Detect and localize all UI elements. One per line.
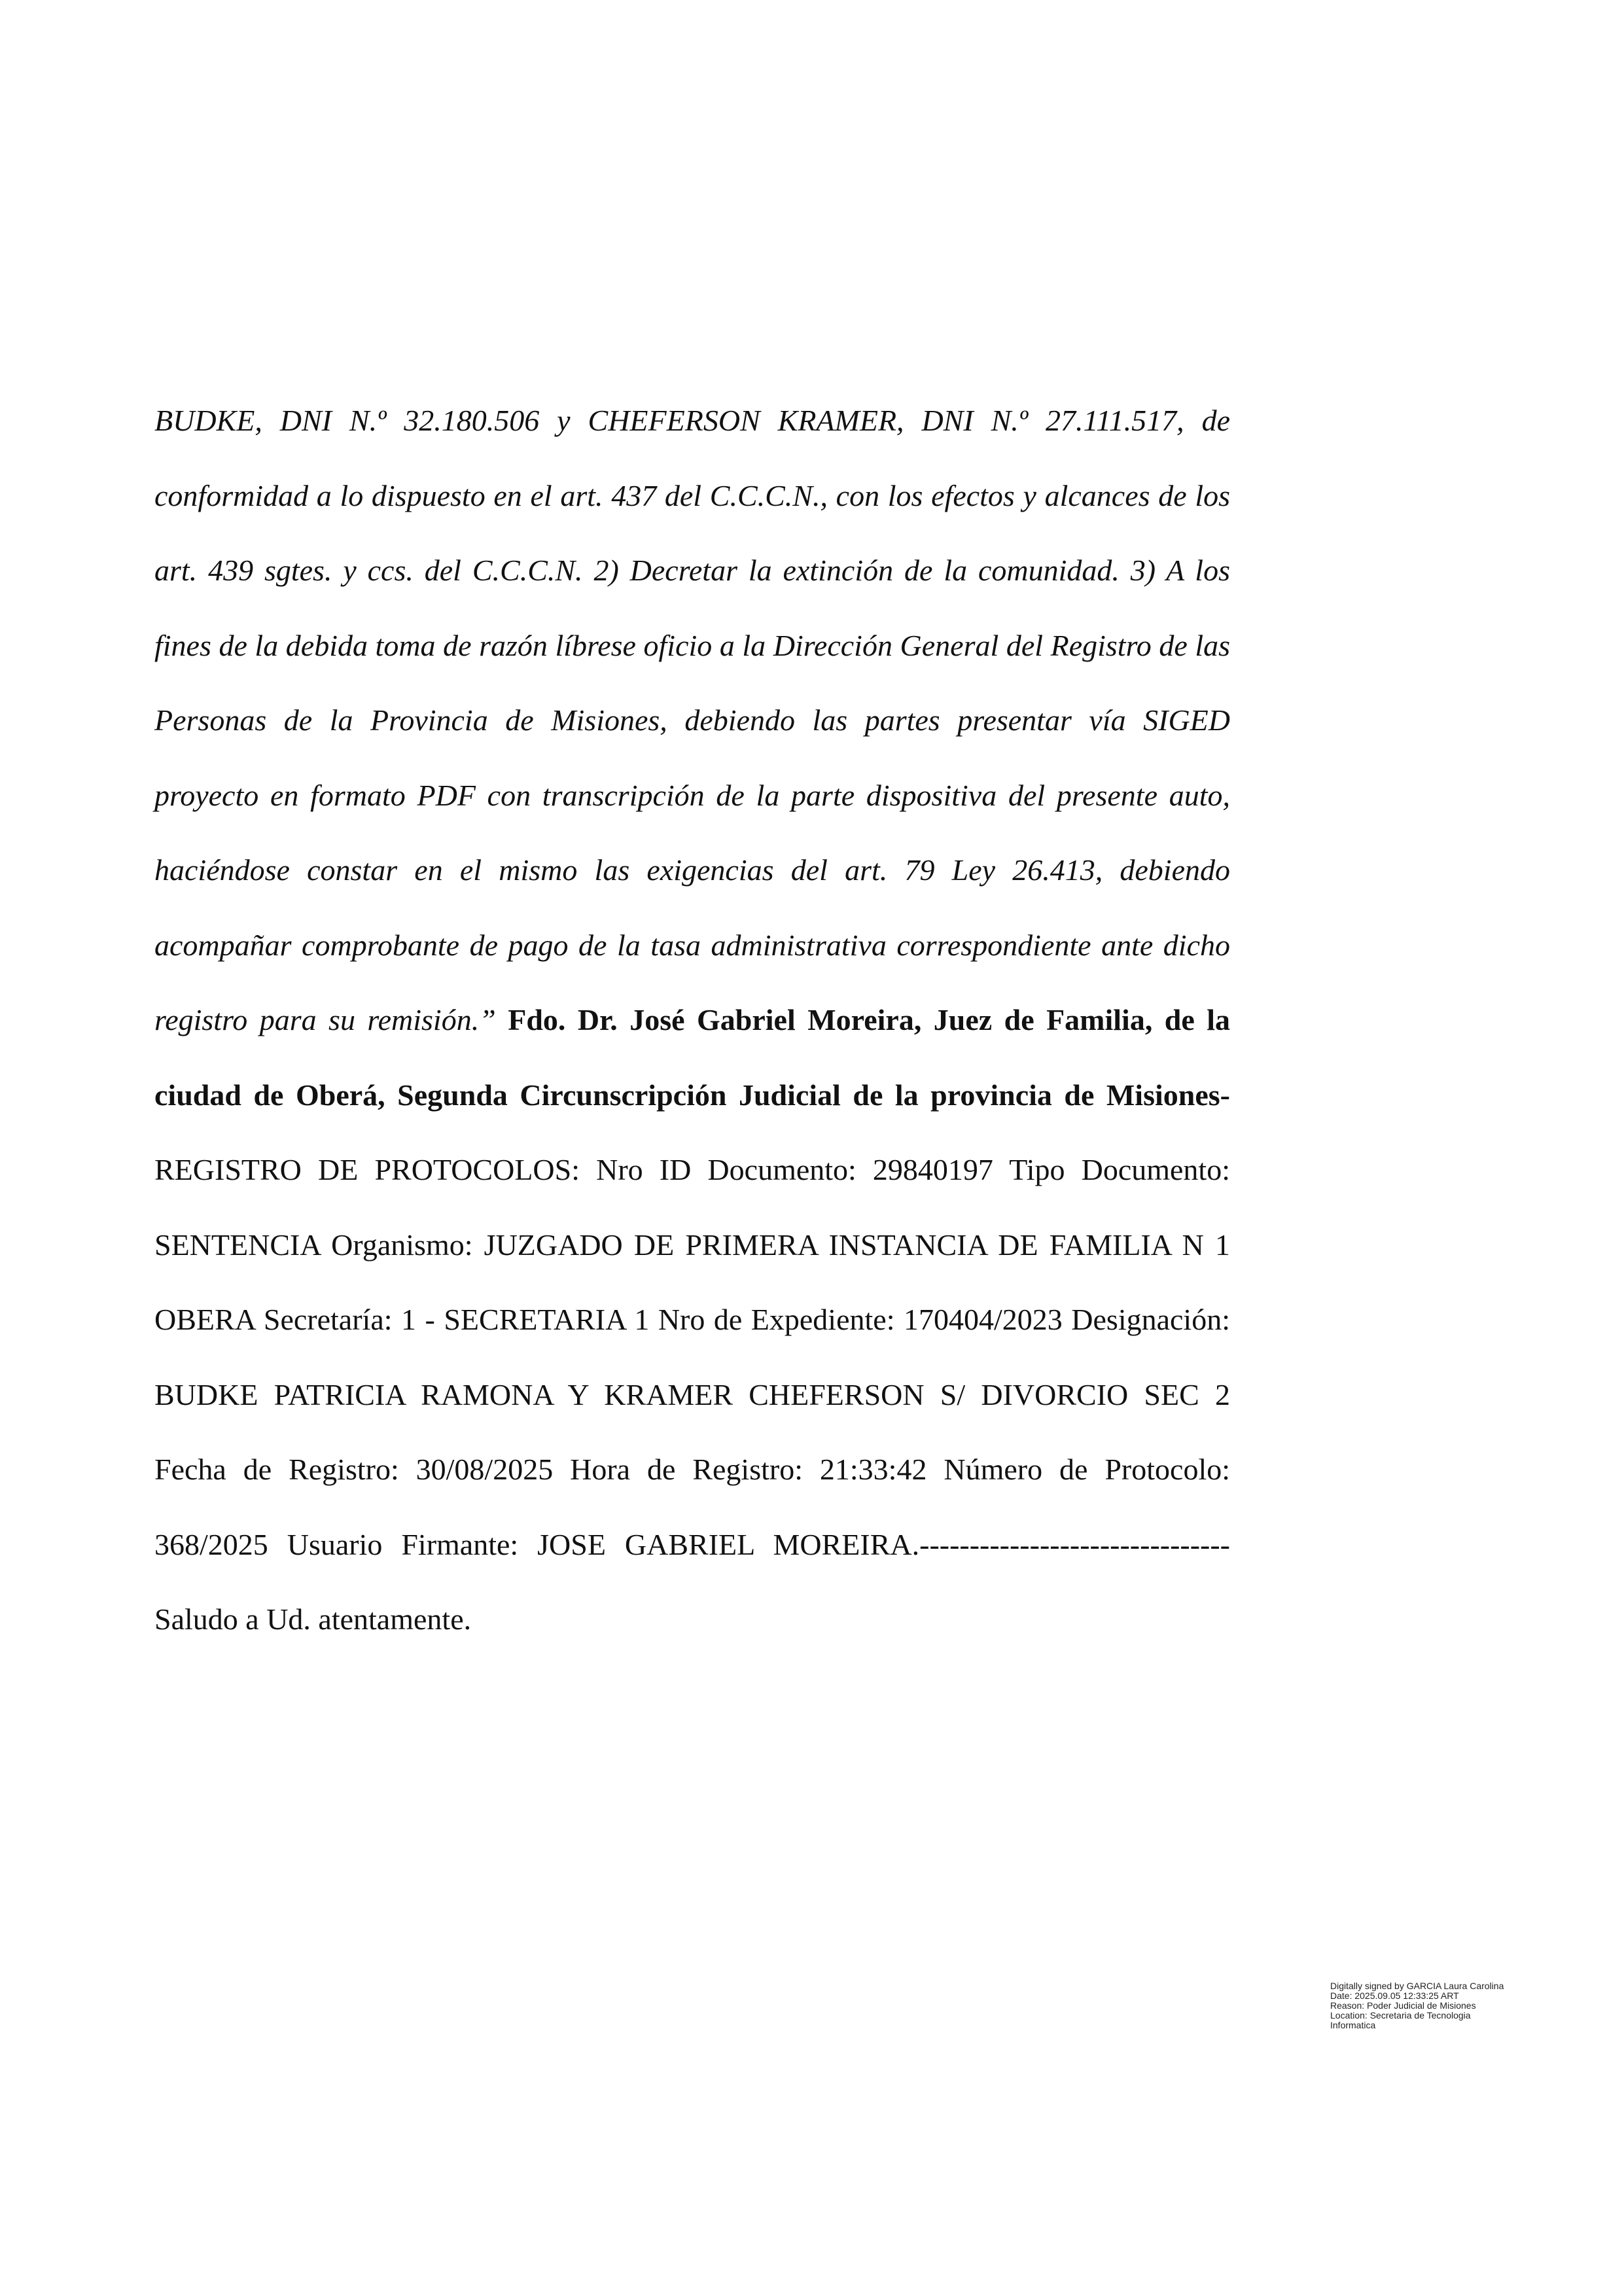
protocol-registry: REGISTRO DE PROTOCOLOS: Nro ID Documento: 29840197 Tipo Documento: SENTENCIA Organismo: JUZGADO DE PRIMERA INSTANCIA DE FAMILIA N 1 OBERA Secretaría: 1 - SECRETARIA 1 Nro de Expediente: 170404/2023 Designación: BUDKE PATRICIA RAMONA Y KRAMER CHEFERSON S/ DIVORCIO SEC 2 Fecha de Registro: 30/08/2025 Hora de Registro: 21:33:42 Número de Protocolo: 368/2025 Usuario Firmante: JOSE GABRIEL MOREIRA. (154, 1153, 1230, 1561)
signature-date: Date: 2025.09.05 12:33:25 ART (1330, 1990, 1459, 2001)
dash-separator: ------------------------------- (919, 1527, 1230, 1561)
resolution-quote: BUDKE, DNI N.º 32.180.506 y CHEFERSON KRAMER, DNI N.º 27.111.517, de conformidad a lo dispuesto en el art. 437 del C.C.C.N., con los efectos y alcances de los art. 439 sgtes. y ccs. del C.C.C.N. 2) Decretar la extinción de la comunidad. 3) A los fines de la debida toma de razón líbrese oficio a la Dirección General del Registro de las Personas de la Provincia de Misiones, debiendo las partes presentar vía SIGED proyecto en formato PDF con transcripción de la parte dispositiva del presente auto, haciéndose constar en el mismo las exigencias del art. 79 Ley 26.413, debiendo acompañar comprobante de pago de la tasa administrativa correspondiente ante dicho registro para su remisión.” (154, 404, 1230, 1036)
digital-signature-stamp (1330, 1981, 1546, 2030)
signature-reason: Reason: Poder Judicial de Misiones (1330, 2000, 1476, 2011)
signature-location-cont: Informatica (1330, 2020, 1376, 2030)
signature-location: Location: Secretaria de Tecnologia (1330, 2010, 1471, 2021)
document-body (154, 383, 1230, 1657)
judge-signature-line: Fdo. Dr. José Gabriel Moreira, Juez de Familia, de la ciudad de Oberá, Segunda Circunscripción Judicial de la provincia de Misiones- (154, 1003, 1231, 1112)
closing-salutation: Saludo a Ud. atentamente. (154, 1602, 472, 1636)
signature-signed-by: Digitally signed by GARCIA Laura Carolina (1330, 1981, 1504, 1991)
